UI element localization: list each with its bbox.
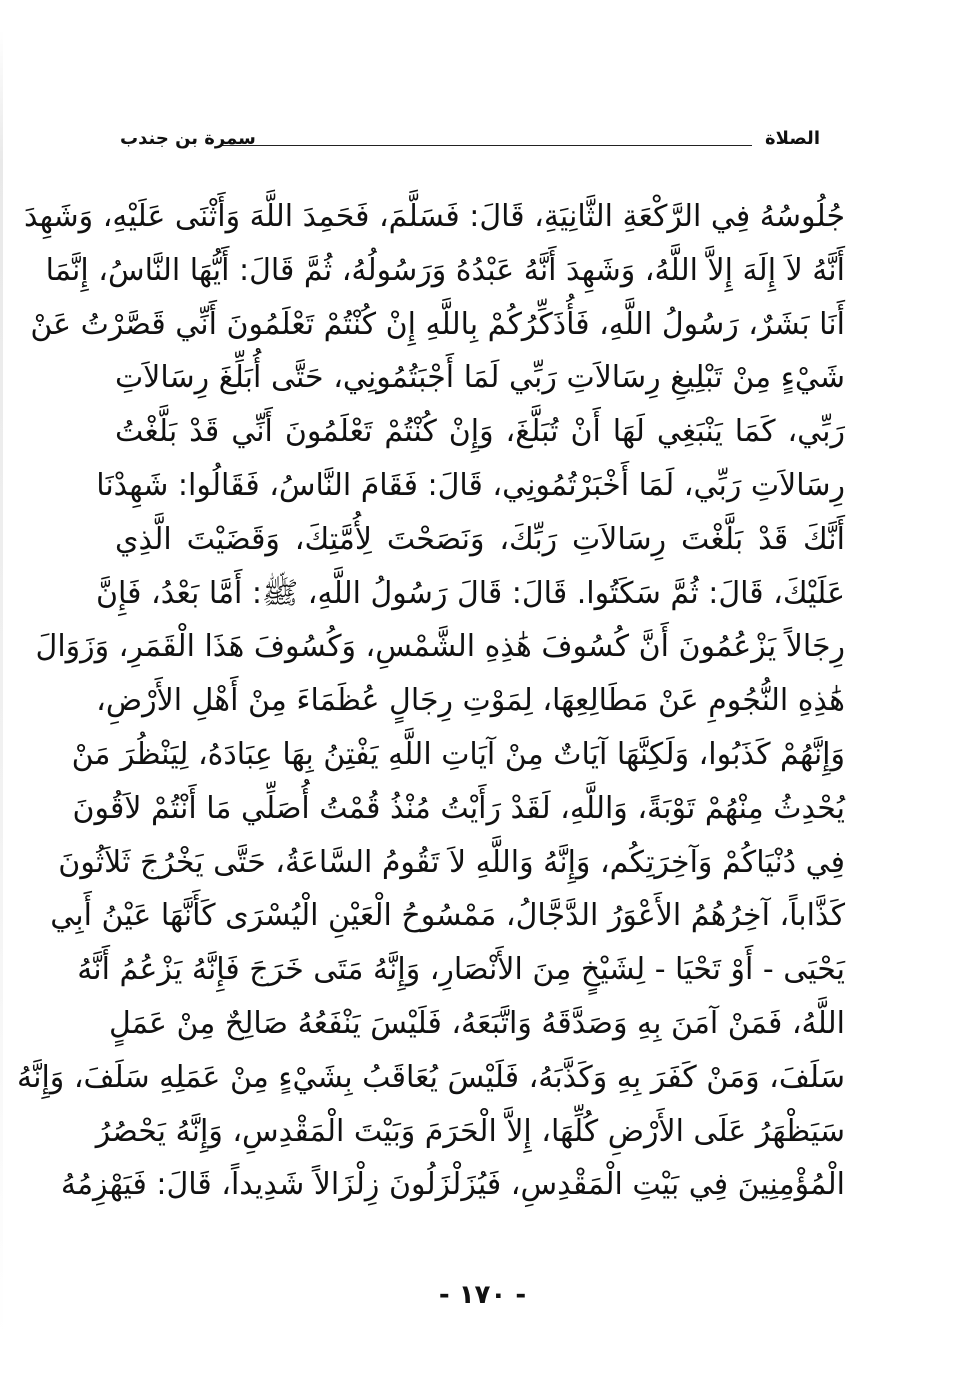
text-line: رَبِّي، كَمَا يَنْبَغِي لَهَا أَنْ تُبَلَّغَ، وَإِنْ كُنْتُمْ تَعْلَمُونَ أَنِّي قَدْ بَلَّغْتُ (115, 414, 845, 450)
text-line: فِي دُنْيَاكُمْ وَآخِرَتِكُم، وَإِنَّهُ وَاللَّهِ لاَ تَقُومُ السَّاعَةُ، حَتَّى يَخْرُجَ ثَلاَثُونَ (58, 844, 845, 880)
text-line: كَذَّاباً، آخِرُهُمُ الأَعْوَرُ الدَّجَّالُ، مَمْسُوحُ الْعَيْنِ الْيُسْرَى كَأَنَّهَا عَيْنُ أَبِي (50, 898, 845, 934)
text-line: شَيْءٍ مِنْ تَبْلِيغِ رِسَالاَتِ رَبِّي لَمَا أَجْبَتُمُونِي، حَتَّى أُبَلِّغَ رِسَالاَتِ (115, 360, 845, 396)
text-line: جُلُوسُهُ فِي الرَّكْعَةِ الثَّانِيَةِ، قَالَ: فَسَلَّمَ، فَحَمِدَ اللَّهَ وَأَثْنَى عَلَيْهِ، وَشَهِدَ (23, 199, 845, 234)
text-line: هَٰذِهِ النُّجُومِ عَنْ مَطَالِعِهَا، لِمَوْتِ رِجَالٍ عُظَمَاءَ مِنْ أَهْلِ الأَرْضِ، (96, 683, 845, 719)
running-header (120, 128, 820, 154)
text-line: رِجَالاً يَزْعُمُونَ أَنَّ كُسُوفَ هَٰذِهِ الشَّمْسِ، وَكُسُوفَ هَذَا الْقَمَرِ، وَزَوَالَ (35, 629, 845, 665)
scan-edge-shadow (0, 30, 3, 1340)
text-line: الْمُؤْمِنِينَ فِي بَيْتِ الْمَقْدِسِ، فَيُزَلْزَلُونَ زِلْزَالاً شَدِيداً، قَالَ: فَيَهْزِمُهُ (60, 1167, 845, 1203)
text-line: أَنَا بَشَرٌ، رَسُولُ اللَّهِ، فَأُذَكِّرُكُمْ بِاللَّهِ إِنْ كُنْتُمْ تَعْلَمُونَ أَنِّي قَصَّرْتُ عَنْ (30, 306, 845, 342)
text-line: عَلَيْكَ، قَالَ: ثُمَّ سَكَتُوا. قَالَ: قَالَ رَسُولُ اللَّهِ، ﷺ: أَمَّا بَعْدُ، فَإِنَّ (96, 575, 845, 611)
text-line: اللَّهُ، فَمَنْ آمَنَ بِهِ وَصَدَّقَهُ وَاتَّبَعَهُ، فَلَيْسَ يَنْفَعُهُ صَالِحٌ مِنْ عَمَلٍ (108, 1005, 845, 1041)
text-line: سَلَفَ، وَمَنْ كَفَرَ بِهِ وَكَذَّبَهُ، فَلَيْسَ يُعَاقَبُ بِشَيْءٍ مِنْ عَمَلِهِ سَلَفَ، وَإِنَّهُ (17, 1059, 845, 1095)
narrator-name: سمرة بن جندب (120, 128, 256, 149)
text-line: رِسَالاَتِ رَبِّي، لَمَا أَخْبَرْتُمُونِي، قَالَ: فَقَامَ النَّاسُ، فَقَالُوا: شَهِدْنَا (96, 467, 845, 503)
page-body-text (17, 190, 845, 1212)
text-line: يُحْدِثُ مِنْهُمْ تَوْبَةً، وَاللَّهِ، لَقَدْ رَأَيْتُ مُنْذُ قُمْتُ أُصَلِّي مَا أَنْتُمْ لاَقُونَ (72, 790, 845, 826)
text-line: وَإِنَّهُمْ كَذَبُوا، وَلَكِنَّهَا آيَاتٌ مِنْ آيَاتِ اللَّهِ يَفْتِنُ بِهَا عِبَادَهُ، لِيَنْظُرَ مَنْ (71, 736, 845, 772)
text-line: سَيَظْهَرُ عَلَى الأَرْضِ كُلِّهَا، إِلاَّ الْحَرَمَ وَبَيْتَ الْمَقْدِسِ، وَإِنَّهُ يَحْصُرُ (95, 1113, 845, 1149)
text-line: يَحْيَى - أَوْ تَحْيَا - لِشَيْخٍ مِنَ الأَنْصَارِ، وَإِنَّهُ مَتَى خَرَجَ فَإِنَّهُ يَزْعُمُ أَنَّهُ (77, 952, 845, 988)
text-line: أَنَّهُ لاَ إِلَهَ إِلاَّ اللَّهُ، وَشَهِدَ أَنَّهُ عَبْدُهُ وَرَسُولُهُ، ثُمَّ قَالَ: أَيُّهَا النَّاسُ، إِنَّمَا (45, 252, 845, 288)
text-line: أَنَّكَ قَدْ بَلَّغْتَ رِسَالاَتِ رَبِّكَ، وَنَصَحْتَ لِأُمَّتِكَ، وَقَضَيْتَ الَّذِي (115, 521, 845, 557)
chapter-title: الصلاة (765, 128, 820, 149)
header-rule (222, 145, 752, 146)
page-number: - ١٧٠ - (438, 1280, 527, 1310)
